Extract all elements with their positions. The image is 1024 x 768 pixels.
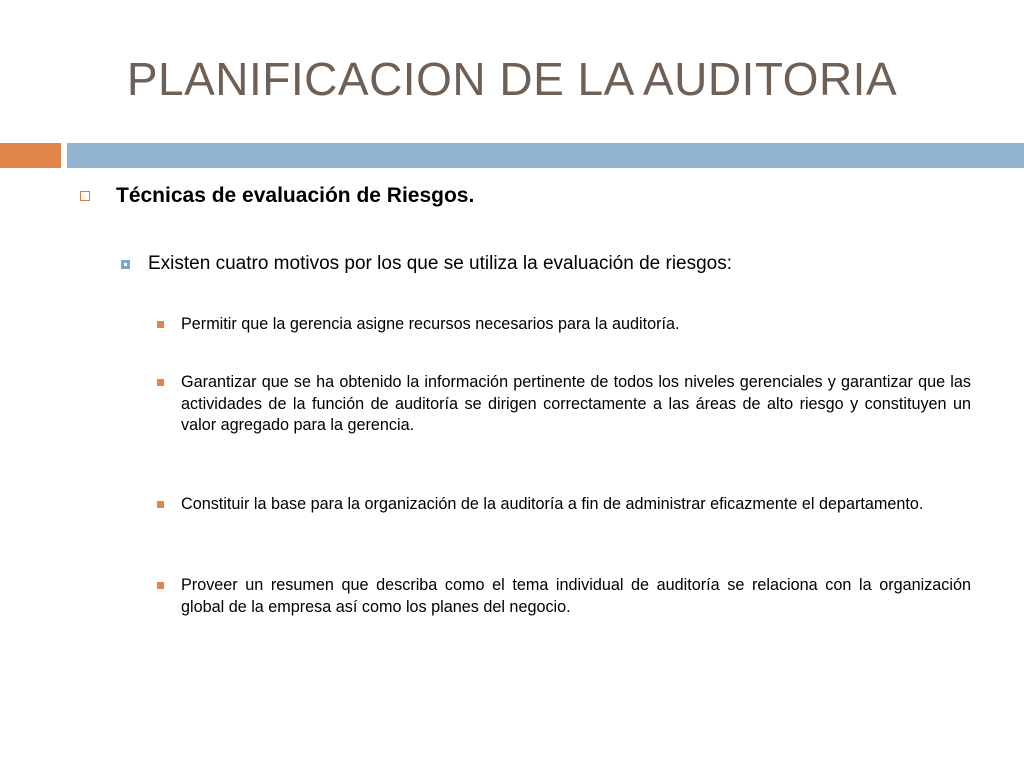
bullet-level1-text: Técnicas de evaluación de Riesgos. (116, 184, 475, 207)
list-item (157, 494, 971, 516)
filled-square-icon (157, 321, 164, 328)
slide-title: PLANIFICACION DE LA AUDITORIA (126, 53, 898, 105)
bullet-level1 (80, 184, 960, 208)
filled-square-icon (157, 379, 164, 386)
filled-square-icon (157, 501, 164, 508)
list-item-text: Proveer un resumen que describa como el tema individual de auditoría se relaciona con la organización global de la empresa así como los planes del negocio. (181, 576, 971, 616)
square-bullet-icon (121, 260, 130, 269)
list-item-text: Permitir que la gerencia asigne recursos necesarios para la auditoría. (181, 315, 680, 333)
list-item (157, 314, 971, 336)
list-item (157, 575, 971, 618)
list-item-text: Garantizar que se ha obtenido la información pertinente de todos los niveles gerenciales y garantizar que las actividades de la función de auditoría se dirigen correctamente a las áreas de alto riesgo y constituyen un valor agregado para la gerencia. (181, 373, 971, 434)
filled-square-icon (157, 582, 164, 589)
list-item (157, 372, 971, 437)
list-item-text: Constituir la base para la organización de la auditoría a fin de administrar eficazmente el departamento. (181, 495, 924, 513)
bullet-level2 (121, 253, 981, 275)
hollow-square-icon (80, 191, 90, 201)
bullet-level2-text: Existen cuatro motivos por los que se utiliza la evaluación de riesgos: (148, 253, 733, 274)
